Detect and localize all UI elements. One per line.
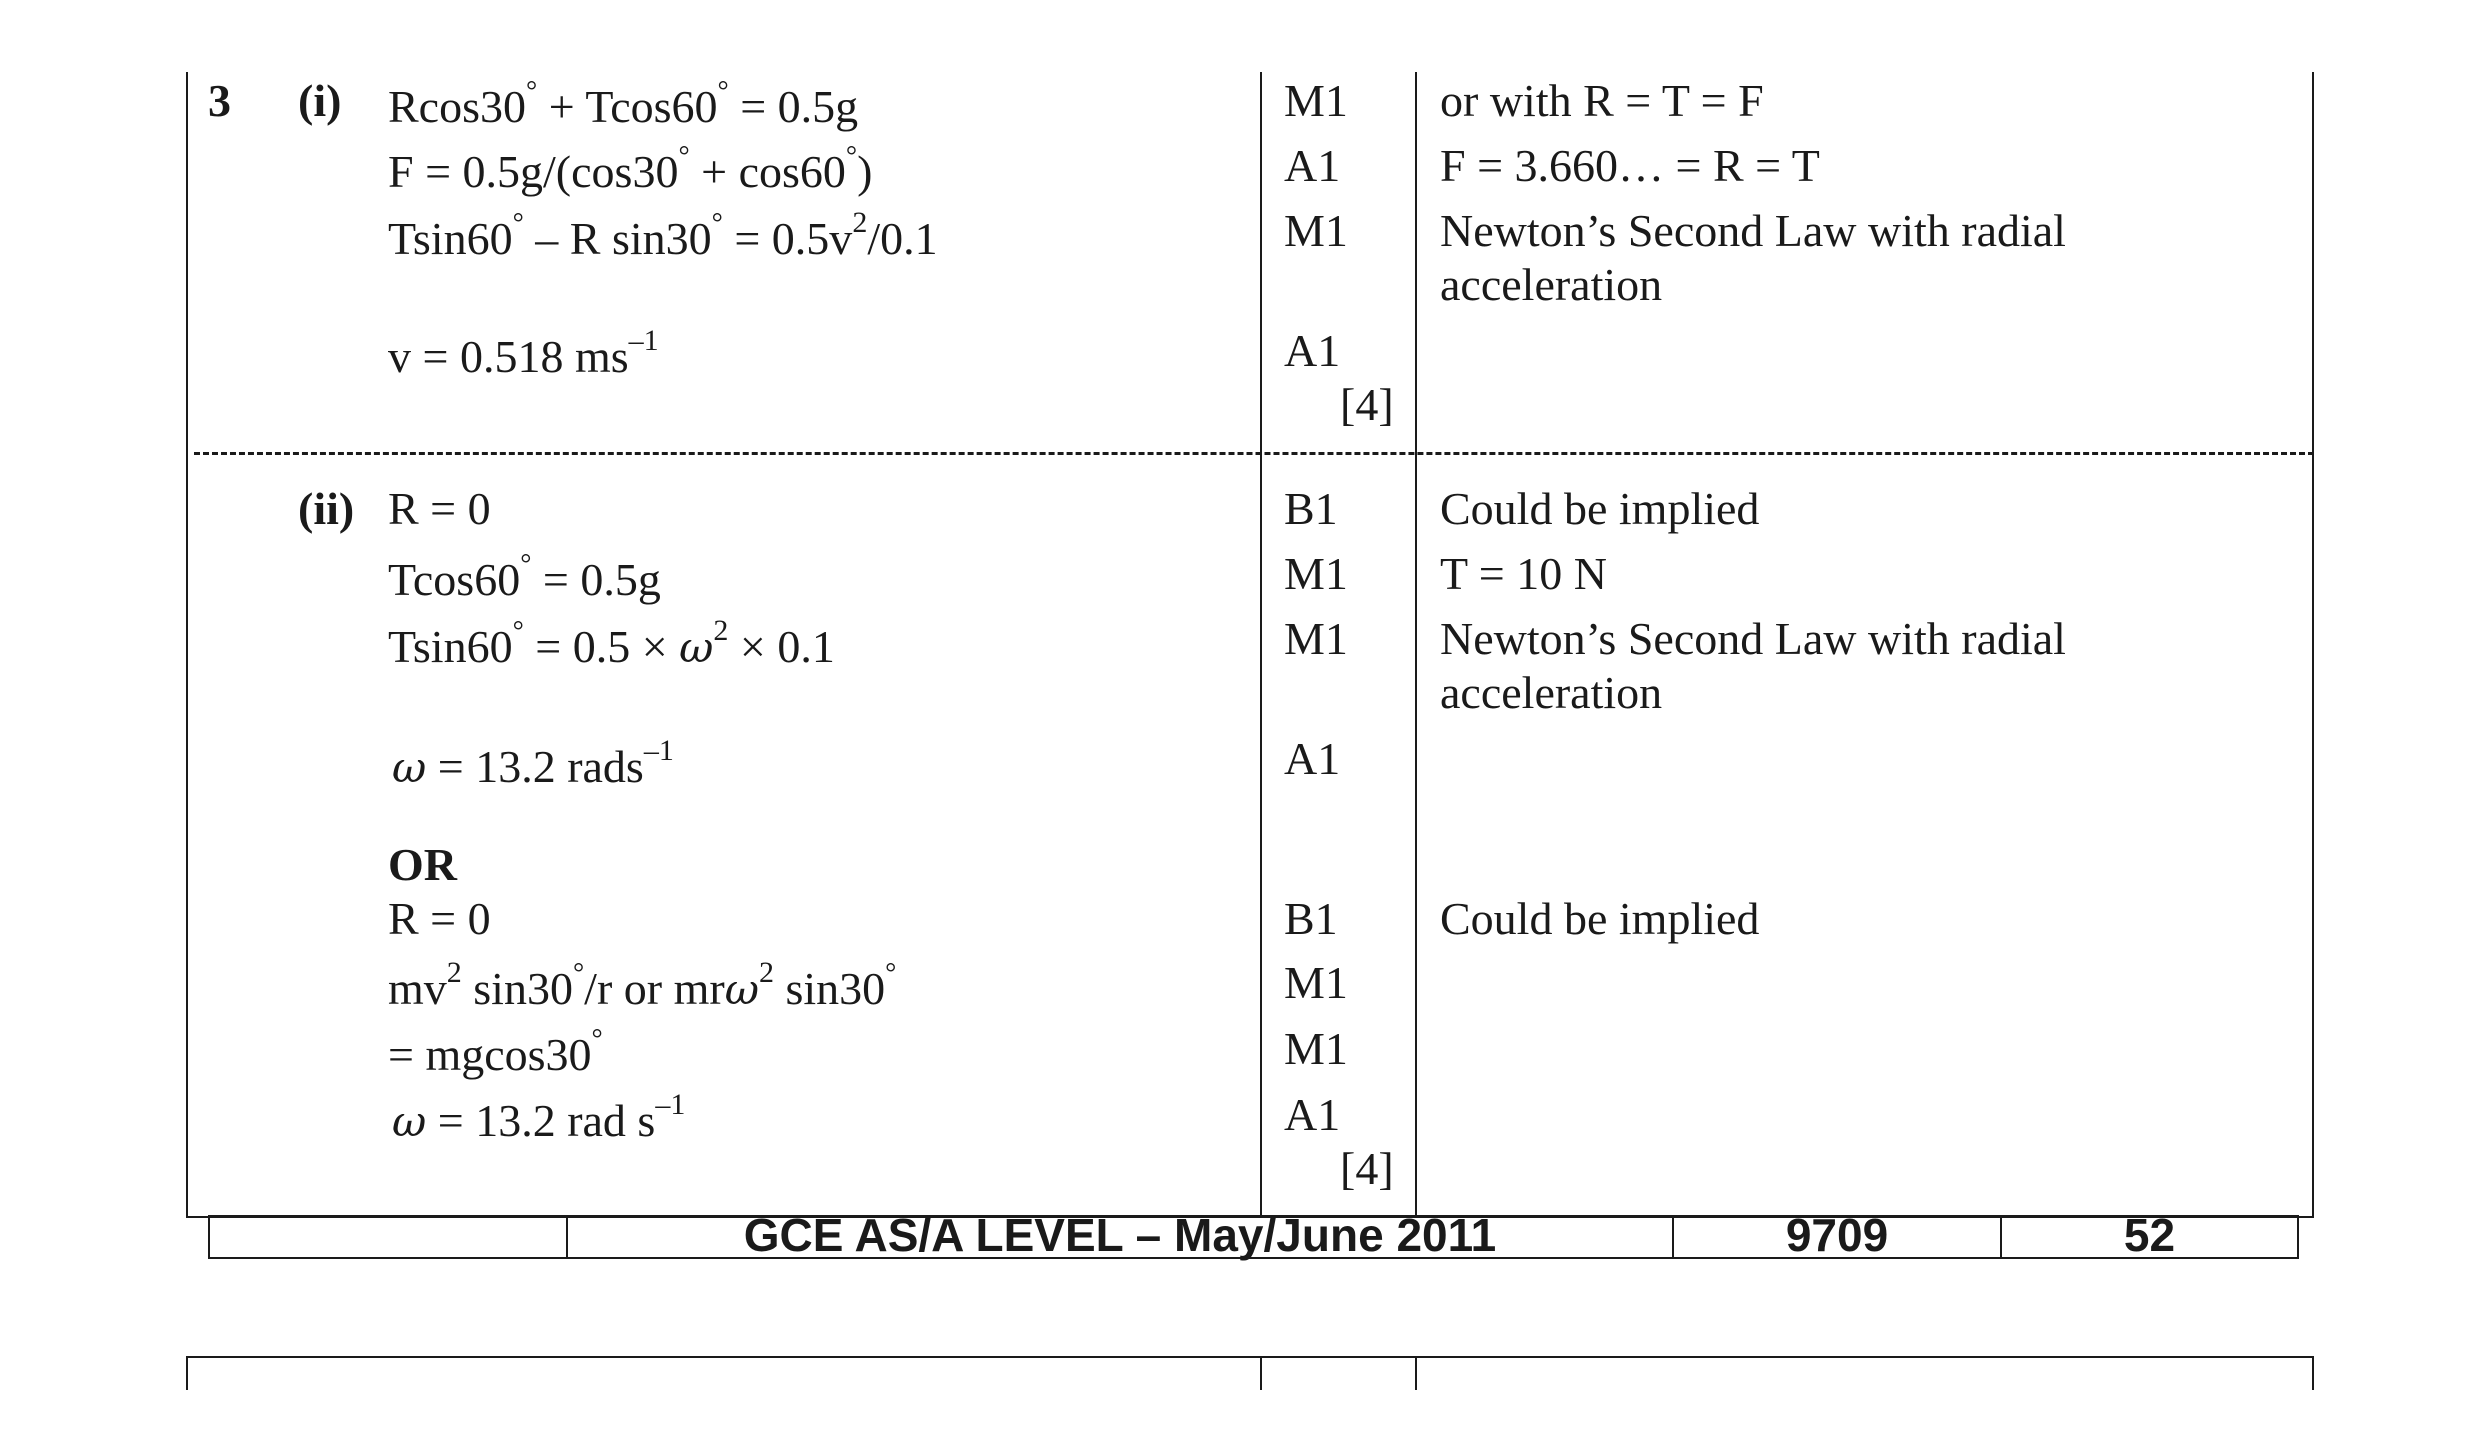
next-table-divider-1 (1260, 1356, 1262, 1390)
syllabus-title: GCE AS/A LEVEL – May/June 2011 (743, 1209, 1497, 1261)
part-i-note-2: F = 3.660… = R = T (1440, 140, 1820, 191)
alt-equation-2: $mv^2$ sin30°/r or mrω$^2$ sin30° (388, 956, 897, 1014)
part-i-note-4: acceleration (1440, 259, 1663, 310)
part-ii-mark-1: B1 (1284, 483, 1338, 534)
mark-column-divider (1260, 72, 1262, 1218)
part-ii-equation-1: R = 0 (388, 483, 491, 534)
part-separator (194, 452, 2314, 455)
part-ii-mark-4: A1 (1284, 733, 1341, 784)
alt-equation-3: = mgcos30° (388, 1024, 603, 1080)
part-i-mark-1: M1 (1284, 75, 1348, 126)
alt-note-1: Could be implied (1440, 893, 1760, 944)
part-i-answer: v = 0.518 $ms^{-1}$ (388, 324, 659, 382)
next-table-divider-2 (1415, 1356, 1417, 1390)
part-i-note-1: or with R = T = F (1440, 75, 1764, 126)
part-ii-note-4: acceleration (1440, 667, 1663, 718)
part-i-note-3: Newton’s Second Law with radial (1440, 205, 2066, 256)
alt-answer: ω = 13.2 rad $s^{-1}$ (392, 1088, 686, 1146)
part-ii-mark-3: M1 (1284, 613, 1348, 664)
part-ii-answer: ω = 13.2 rads$^{-1}$ (392, 734, 674, 792)
part-ii-equation-3: $Tsin60^\circ = 0.5 \times \omega^2 \times 0.1$ (388, 614, 835, 672)
part-ii-total: [4] (1340, 1143, 1394, 1194)
part-ii-mark-2: M1 (1284, 548, 1348, 599)
alt-mark-1: B1 (1284, 893, 1338, 944)
part-ii-note-3: Newton’s Second Law with radial (1440, 613, 2066, 664)
part-i-equation-2: F = 0.5g/(cos30° + cos60°) (388, 141, 873, 197)
part-ii-note-1: Could be implied (1440, 483, 1760, 534)
part-i-equation-1: Rcos30° + Tcos60° = 0.5g (388, 76, 859, 132)
part-i-total: [4] (1340, 379, 1394, 430)
part-ii-note-2: T = 10 N (1440, 548, 1607, 599)
alt-mark-2: M1 (1284, 957, 1348, 1008)
next-table-right-border (2312, 1356, 2314, 1390)
alt-mark-3: M1 (1284, 1023, 1348, 1074)
part-ii-equation-2: Tcos60° = 0.5g (388, 549, 661, 605)
alt-equation-1: R = 0 (388, 893, 491, 944)
header-left-border (208, 1215, 210, 1259)
syllabus-code: 9709 (1785, 1209, 1889, 1261)
alt-mark-4: A1 (1284, 1089, 1341, 1140)
paper-number: 52 (2123, 1209, 2176, 1261)
part-i-mark-4: A1 (1284, 325, 1341, 376)
question-number: 3 (208, 75, 231, 126)
notes-column-divider (1415, 72, 1417, 1218)
alternative-method-label: OR (388, 839, 457, 890)
table-left-border (186, 72, 188, 1218)
part-i-equation-3: Tsin60° – R $\sin 30^\circ = 0.5v^2/0.1$ (388, 206, 938, 264)
part-i-mark-3: M1 (1284, 205, 1348, 256)
next-table-left-border (186, 1356, 188, 1390)
part-i-label: (i) (298, 75, 342, 126)
header-right-border (2297, 1215, 2299, 1259)
part-ii-label: (ii) (298, 483, 355, 534)
part-i-mark-2: A1 (1284, 140, 1341, 191)
table-right-border (2312, 72, 2314, 1218)
next-table-top-border (186, 1356, 2314, 1358)
